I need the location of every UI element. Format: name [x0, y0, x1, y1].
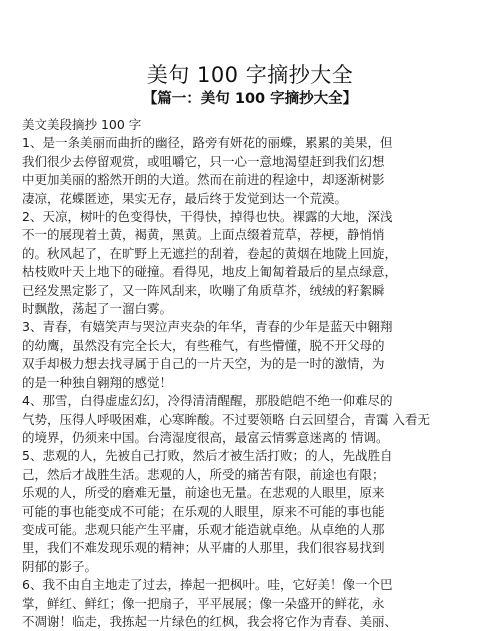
article-line: 3、青春，有嬉笑声与哭泣声夹杂的年华，青春的少年是蓝天中翱翔	[22, 319, 393, 335]
article-line: 己，然后才战胜生活。悲观的人，所受的痛苦有限，前途也有限；	[22, 466, 385, 482]
article-line: 中更加美丽的豁然开朗的大道。然而在前进的程途中，却逐渐树影	[22, 172, 385, 188]
article-line: 1、是一条美丽而曲折的幽径，路旁有妍花的丽蝶，累累的美果，但	[22, 135, 393, 151]
article-line: 美文美段摘抄 100 字	[22, 117, 142, 132]
article-line: 4、那雪，白得虚虚幻幻，冷得清清醒醒，那股皑皑不绝一仰难尽的	[22, 393, 393, 409]
article-line: 掌，鲜红、鲜红；像一把扇子，平平展展；像一朵盛开的鲜花，永	[22, 595, 385, 611]
article-line: 里，我们不难发现乐观的精神；从平庸的人那里，我们很容易找到	[22, 540, 385, 556]
article-body	[22, 116, 484, 631]
article-line: 乐观的人，所受的磨难无量，前途也无量。在悲观的人眼里，原来	[22, 485, 385, 501]
article-line: 枯枝败叶天上地下的碰撞。看得见，地皮上匍匐着最后的星点绿意，	[22, 264, 398, 280]
article-line: 不凋谢！临走，我拣起一片绿色的红枫，我会将它作为青春、美丽、	[22, 613, 398, 629]
page-title: 美句 100 字摘抄大全	[146, 63, 354, 87]
article-line: 阴郁的影子。	[22, 558, 98, 574]
article-line: 5、悲观的人，先被自己打败，然后才被生活打败；的人，先战胜自	[22, 448, 393, 464]
article-line: 的幼鹰，虽然没有完全长大，有些稚气，有些懵懂，脱不开父母的	[22, 337, 385, 353]
article-line: 双手却极力想去找寻属于自己的一片天空，为的是一时的激情，为	[22, 356, 385, 372]
article-line: 的是一种独自翱翔的感觉！	[22, 374, 173, 390]
article-line: 变成可能。悲观只能产生平庸，乐观才能造就卓绝。从卓绝的人那	[22, 521, 385, 537]
article-line: 6、我不由自主地走了过去，捧起一把枫叶。哇，它好美！像一个巴	[22, 577, 393, 593]
article-line: 我们很少去停留观赏，或咀嚼它，只一心一意地渴望赶到我们幻想	[22, 153, 385, 169]
article-line: 的境界，仍须来中国。台湾湿度很高，最富云情雾意迷离的 情调。	[22, 429, 389, 445]
article-line: 2、天凉，树叶的色变得快，干得快，掉得也快。裸露的大地，深浅	[22, 209, 393, 225]
article-line: 气势，压得人呼吸困难，心寒眸酸。不过要领略 白云回望合，青霭 入看无	[22, 411, 430, 427]
article-line: 可能的事也能变成不可能；在乐观的人眼里，原来不可能的事也能	[22, 503, 385, 519]
article-line: 已经发黑定影了，又一阵风刮来，吹嘣了角质草芥，绒绒的籽絮瞬	[22, 282, 385, 298]
section-heading: 【篇一：美句 100 字摘抄大全】	[142, 91, 358, 107]
article-line: 的。秋风起了，在旷野上无遮拦的刮着，卷起的黄烟在地陇上回旋，	[22, 245, 398, 261]
article-line: 凄凉，花蝶匿迹，果实无存，最后终于发觉到达一个荒漠。	[22, 190, 348, 206]
article-line: 时飘散，荡起了一溜白雾。	[22, 301, 173, 317]
article-line: 不一的展现着土黄，褐黄，黑黄。上面点缀着荒草，荐梗，静悄悄	[22, 227, 385, 243]
